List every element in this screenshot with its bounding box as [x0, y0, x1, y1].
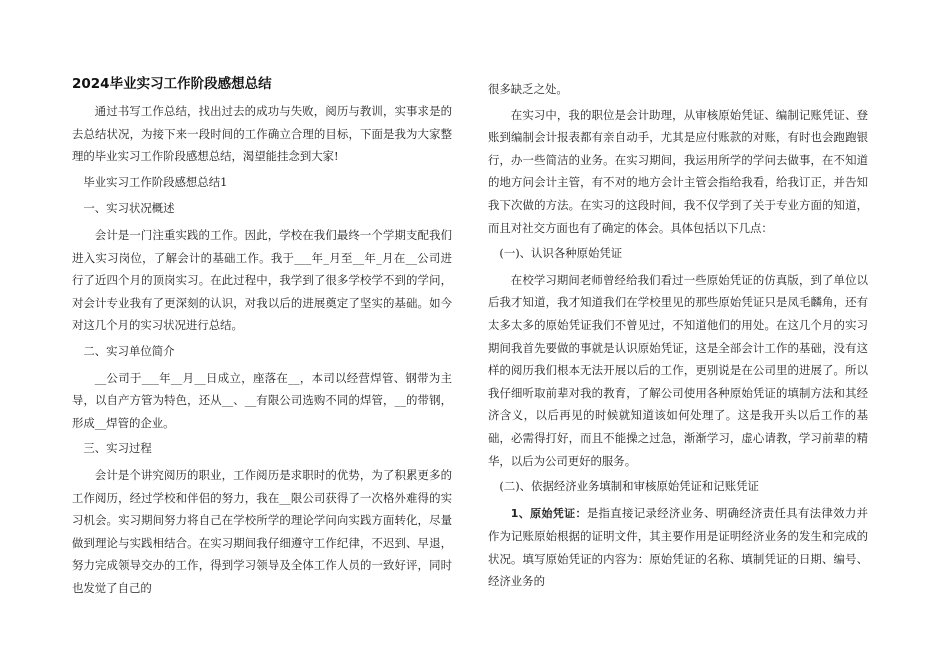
- original-voucher-text: 是指直接记录经济业务、明确经济责任具有法律效力并作为记账原始根据的证明文件，其主要作用是证明经济业务的发生和完成的状况。填写原始凭证的内容为：原始凭证的名称、填制凭证的日期、编号、经济业务的: [488, 505, 868, 589]
- section-title-1: 毕业实习工作阶段感想总结1: [83, 174, 228, 189]
- heading-fill-review: (二)、依据经济业务填制和审核原始凭证和记账凭证: [499, 479, 759, 494]
- paragraph-process: 会计是个讲究阅历的职业，工作阅历是求职时的优势，为了积累更多的工作阅历，经过学校和伴侣的努力，我在__限公司获得了一次格外难得的实习机会。实习期间努力将自己在学校所学的理论学问向实践方面转化，尽量做到理论与实践相结合。在实习期间我仔细遵守工作纪律，不迟到、早退，努力完成领导交办的工作，得到学习领导及全体工作人员的一致好评，同时也发觉了自己的: [72, 467, 452, 595]
- original-voucher-lead: 1、原始凭证：: [510, 506, 587, 520]
- intro-paragraph: 通过书写工作总结，找出过去的成功与失败，阅历与教训，实事求是的去总结状况，为接下来一段时间的工作确立合理的目标，下面是我为大家整理的毕业实习工作阶段感想总结，渴望能挂念到大家!: [72, 104, 452, 164]
- paragraph-original-voucher: [488, 502, 868, 593]
- paragraph-continued: 很多缺乏之处。: [488, 82, 568, 96]
- heading-process: 三、实习过程: [83, 441, 152, 456]
- heading-vouchers: (一)、认识各种原始凭证: [499, 246, 623, 261]
- paragraph-vouchers: 在校学习期间老师曾经给我们看过一些原始凭证的仿真版，到了单位以后我才知道，我才知道我们在学校里见的那些原始凭证只是凤毛麟角，还有太多太多的原始凭证我们不曾见过，不知道他们的用处。在这几个月的实习期间我首先要做的事就是认识原始凭证，这是全部会计工作的基础，没有这样的阅历我们根本无法开展以后的工作，更别说是在公司里的进展了。所以我仔细听取前辈对我的教育，了解公司使用各种原始凭证的填制方法和其经济含义，以后再见的时候就知道该如何处理了。这是我开头以后工作的基础，必需得打好，而且不能操之过急，渐渐学习，虚心请教，学习前辈的精华，以后为公司更好的服务。: [488, 272, 868, 468]
- heading-company-intro: 二、实习单位简介: [83, 343, 175, 358]
- paragraph-company-intro: __公司于___年__月__日成立，座落在__，本司以经营焊管、钢带为主导，以自产方管为特色，还从__、__有限公司选购不同的焊管，__的带钢，形成__焊管的企业。: [72, 370, 452, 430]
- left-column: [72, 74, 452, 602]
- paragraph-position: 在实习中，我的职位是会计助理，从审核原始凭证、编制记账凭证、登账到编制会计报表都有亲自动手，尤其是应付账款的对账，有时也会跑跑银行，办一些简洁的业务。在实习期间，我运用所学的学问去做事，在不知道的地方问会计主管，有不对的地方会计主管会指给我看，给我订正，并告知我下次做的方法。在实习的这段时间，我不仅学到了关于专业方面的知道，而且对社交方面也有了确定的体会。具体包括以下几点：: [488, 107, 868, 235]
- document-title: 2024毕业实习工作阶段感想总结: [72, 76, 272, 92]
- paragraph-overview: 会计是一门注重实践的工作。因此，学校在我们最终一个学期支配我们进入实习岗位，了解会计的基础工作。我于___年_月至__年_月在__公司进行了近四个月的顶岗实习。在此过程中，我学到了很多学校学不到的学问，对会计专业我有了更深刻的认识，对我以后的进展奠定了坚实的基础。如今对这几个月的实习状况进行总结。: [72, 227, 452, 333]
- heading-overview: 一、实习状况概述: [83, 201, 175, 216]
- right-column: [488, 78, 868, 596]
